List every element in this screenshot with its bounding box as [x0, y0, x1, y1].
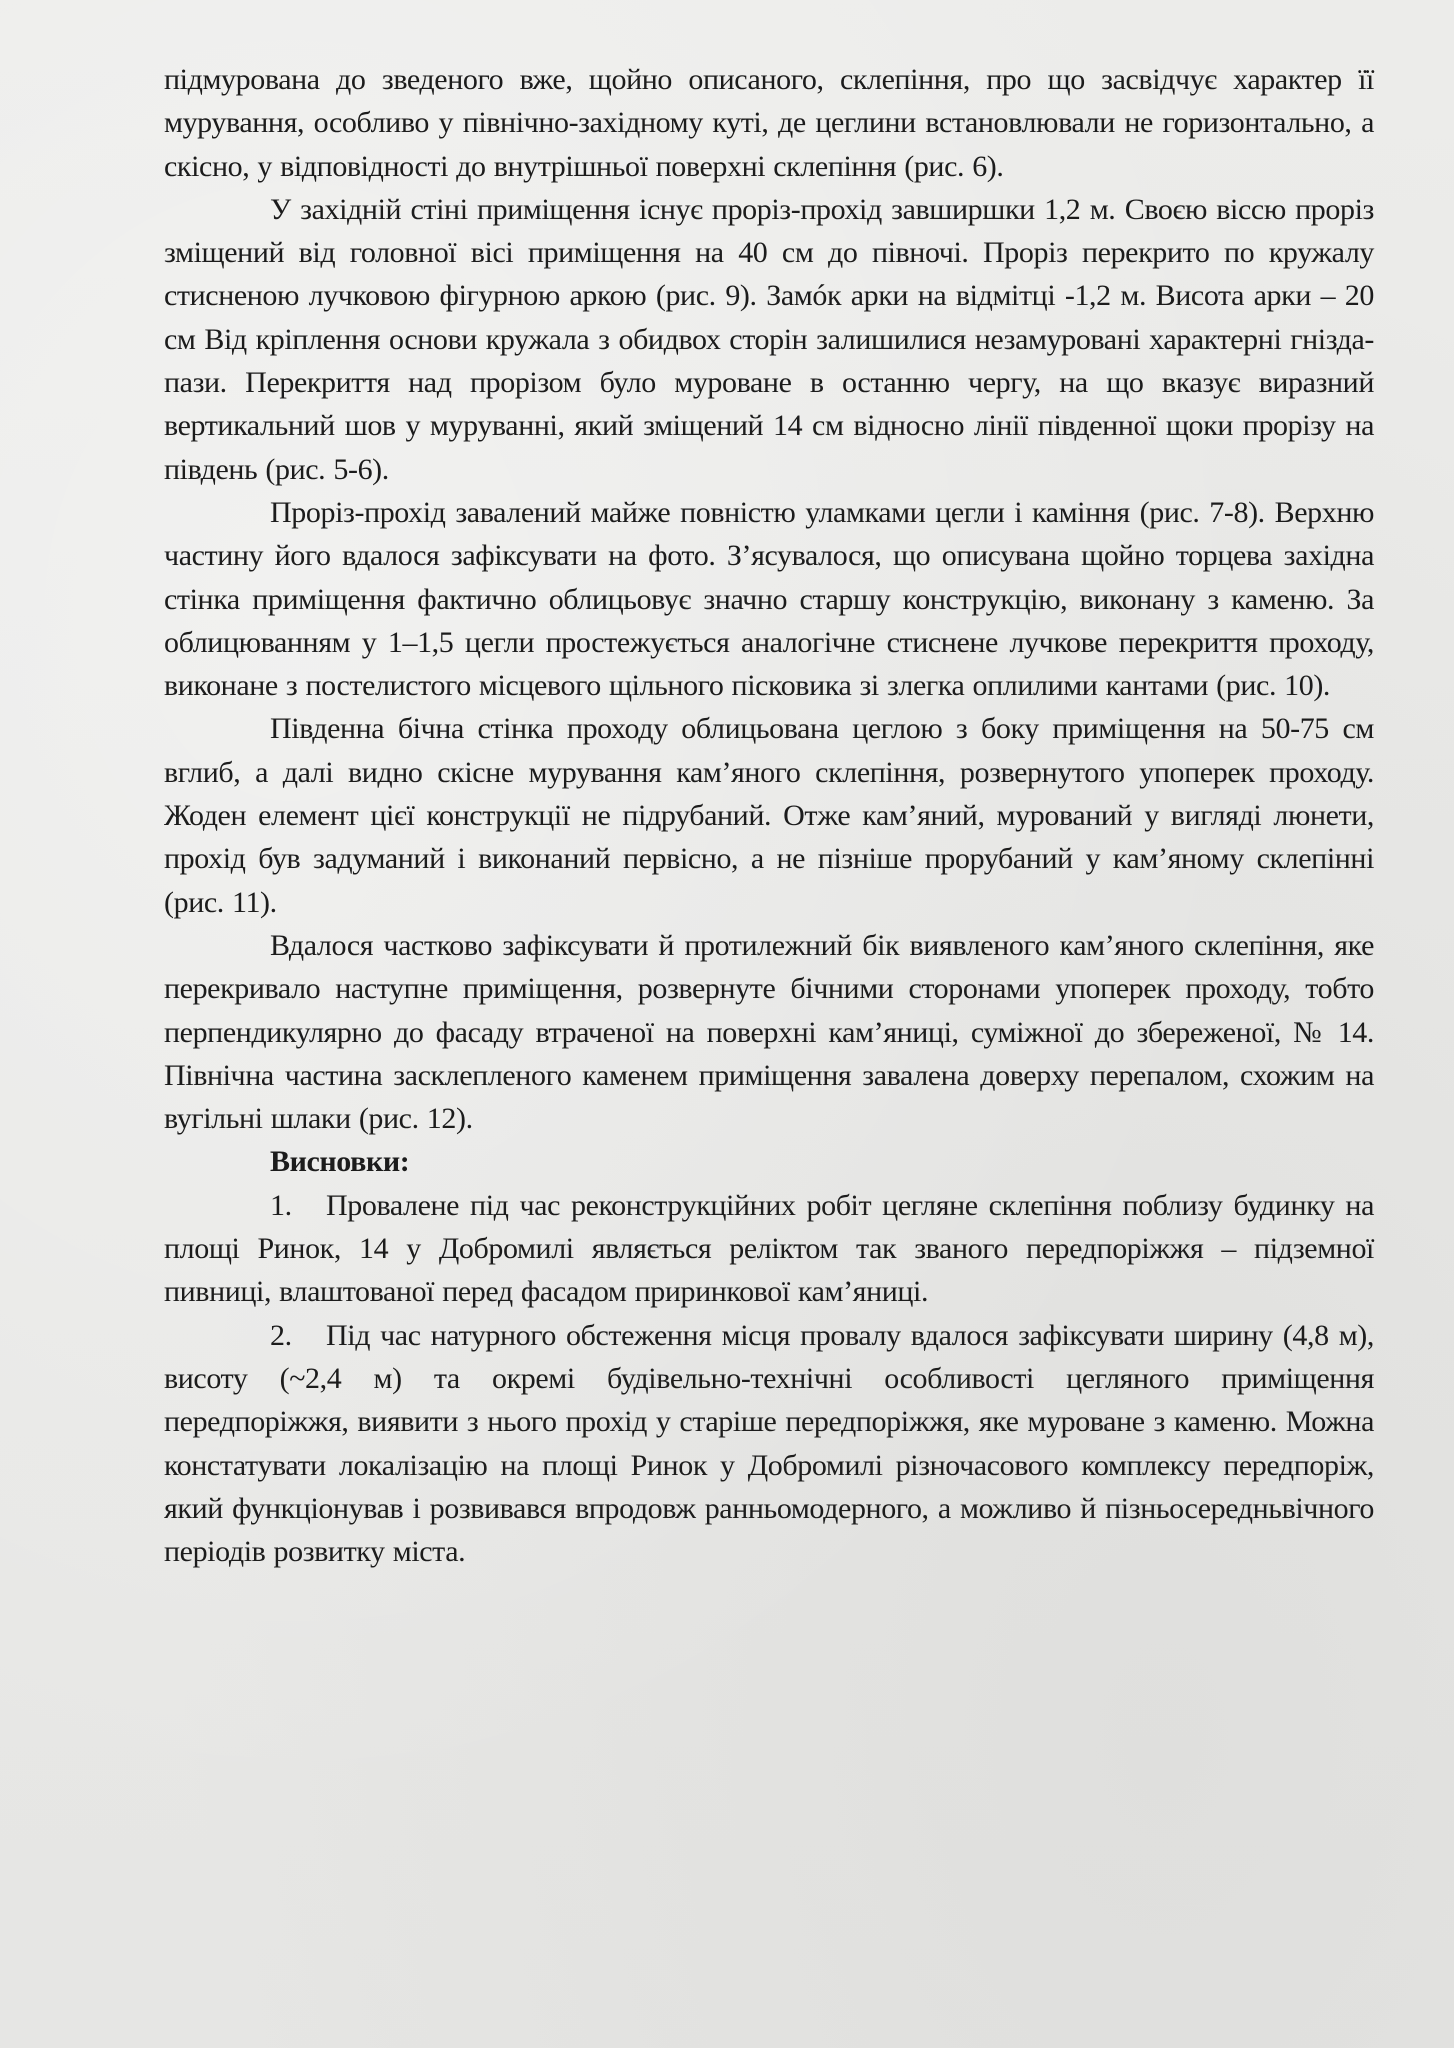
conclusion-number: 2. [270, 1318, 292, 1352]
paragraph-south-side-wall: Південна бічна стінка проходу облицьована цеглою з боку приміщення на 50-75 см вглиб, а далі видно скісне мурування кам’яного склепіння, розвернутого упоперек проходу. Жоден елемент цієї конструкції не підрубаний. Отже кам’яний, мурований у вигляді люнети, прохід був задуманий і виконаний первісно, а не пізніше прорубаний у кам’яному склепінні (рис. 11). [164, 712, 1374, 919]
conclusions-heading: Висновки: [270, 1145, 410, 1179]
conclusion-text: Під час натурного обстеження місця провалу вдалося зафіксувати ширину (4,8 м), висоту (~2,4 м) та окремі будівельно-технічні особливості цегляного приміщення передпоріжжя, виявити з нього прохід у старіше передпоріжжя, яке муроване з каменю. Можна констатувати локалізацію на площі Ринок у Добромилі різночасового комплексу передпоріж, який функціонував і розвивався впродовж ранньомодерного, а можливо й пізньосередньвічного періодів розвитку міста. [164, 1318, 1374, 1569]
paragraph-opposite-vault-side: Вдалося частково зафіксувати й протилежний бік виявленого кам’яного склепіння, яке перекривало наступне приміщення, розвернуте бічними сторонами упоперек проходу, тобто перпендикулярно до фасаду втраченої на поверхні кам’яниці, суміжної до збереженої, № 14. Північна частина засклепленого каменем приміщення завалена доверху перепалом, схожим на вугільні шлаки (рис. 12). [164, 928, 1374, 1136]
conclusion-item-1 [164, 1184, 1374, 1314]
conclusion-text: Провалене під час реконструкційних робіт цегляне склепіння поблизу будинку на площі Ринок, 14 у Добромилі являється реліктом так званого передпоріжжя – підземної пивниці, влаштованої перед фасадом приринкової кам’яниці. [164, 1188, 1374, 1309]
conclusion-item-2 [164, 1314, 1374, 1574]
conclusion-number: 1. [270, 1188, 292, 1222]
paragraph-west-wall-opening: У західній стіні приміщення існує проріз-прохід завширшки 1,2 м. Своєю віссю проріз зміщений від головної вісі приміщення на 40 см до півночі. Проріз перекрито по кружалу стисненою лучковою фігурною аркою (рис. 9). Замóк арки на відмітці -1,2 м. Висота арки – 20 см Від кріплення основи кружала з обидвох сторін залишилися незамуровані характерні гнізда-пази. Перекриття над прорізом було муроване в останню чергу, на що вказує виразний вертикальний шов у муруванні, який зміщений 14 см відносно лінії південної щоки прорізу на південь (рис. 5-6). [164, 192, 1374, 486]
paragraph-continuation: підмурована до зведеного вже, щойно описаного, склепіння, про що засвідчує характер її мурування, особливо у північно-західному куті, де цеглини встановлювали не горизонтально, а скісно, у відповідності до внутрішньої поверхні склепіння (рис. 6). [164, 63, 1374, 183]
body-text [164, 58, 1374, 1573]
paragraph-passage-blocked: Проріз-прохід завалений майже повністю уламками цегли і каміння (рис. 7-8). Верхню частину його вдалося зафіксувати на фото. З’ясувалося, що описувана щойно торцева західна стінка приміщення фактично облицьовує значно старшу конструкцію, виконану з каменю. За облицюванням у 1–1,5 цегли простежується аналогічне стиснене лучкове перекриття проходу, виконане з постелистого місцевого щільного пісковика зі злегка оплилими кантами (рис. 10). [164, 495, 1374, 703]
